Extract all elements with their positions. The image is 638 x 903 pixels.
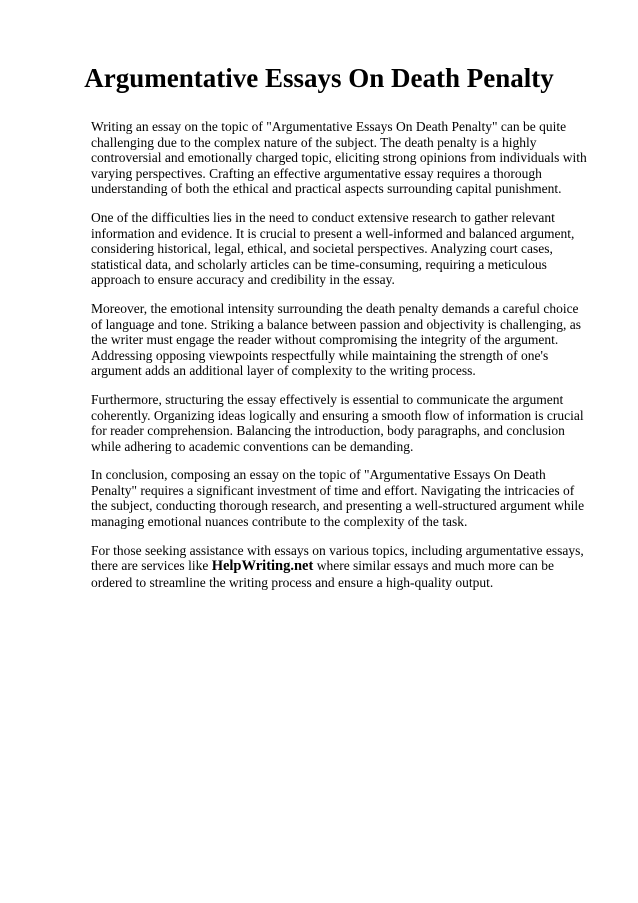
closing-text-before: For those seeking assistance with essays on various topics, including argumentative essays, there are services like — [91, 542, 584, 574]
document-body — [91, 119, 593, 603]
paragraph-intro: Writing an essay on the topic of "Argumentative Essays On Death Penalty" can be quite challenging due to the complex nature of the subject. The death penalty is a highly controversial and emotionally charged topic, eliciting strong opinions from individuals with varying perspectives. Crafting an effective argumentative essay requires a thorough understanding of both the ethical and practical aspects surrounding capital punishment. — [91, 119, 587, 197]
paragraph-closing — [91, 543, 593, 591]
paragraph-conclusion: In conclusion, composing an essay on the topic of "Argumentative Essays On Death Penalty" requires a significant investment of time and effort. Navigating the intricacies of the subject, conducting thorough research, and presenting a well-structured argument while managing emotional nuances contribute to the complexity of the task. — [91, 467, 585, 530]
paragraph-research: One of the difficulties lies in the need to conduct extensive research to gather relevant information and evidence. It is crucial to present a well-informed and balanced argument, considering historical, legal, ethical, and societal perspectives. Analyzing court cases, statistical data, and scholarly articles can be time-consuming, requiring a meticulous approach to ensure accuracy and credibility in the essay. — [91, 209, 575, 288]
paragraph-structure: Furthermore, structuring the essay effectively is essential to communicate the argument coherently. Organizing ideas logically and ensuring a smooth flow of information is crucial for reader comprehension. Balancing the introduction, body paragraphs, and conclusion while adhering to academic conventions can be demanding. — [91, 391, 584, 454]
paragraph-tone: Moreover, the emotional intensity surrounding the death penalty demands a careful choice of language and tone. Striking a balance between passion and objectivity is challenging, as the writer must engage the reader without compromising the integrity of the argument. Addressing opposing viewpoints respectfully while maintaining the strength of one's argument adds an additional layer of complexity to the writing process. — [91, 300, 581, 379]
brand-name: HelpWriting.net — [211, 558, 314, 575]
document-title: Argumentative Essays On Death Penalty — [84, 63, 554, 93]
closing-text-after: where similar essays and much more can be ordered to streamline the writing process and ensure a high-quality output. — [91, 558, 554, 590]
